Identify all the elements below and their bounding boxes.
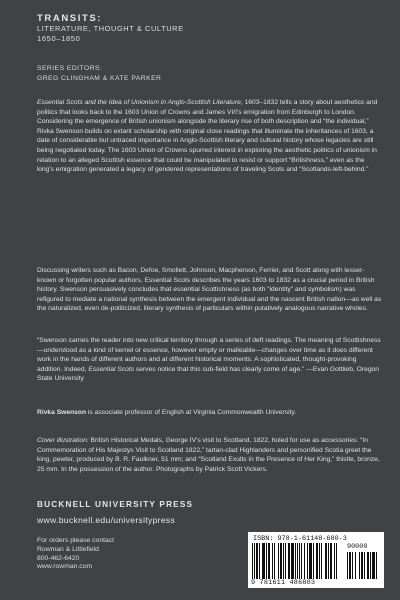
description-paragraph-2 [37, 266, 383, 314]
book-title: Essential Scots and the Idea of Unionism in Anglo-Scottish Literature [37, 99, 241, 106]
series-subtitle: LITERATURE, THOUGHT & CULTURE [37, 24, 184, 33]
order-contact [37, 537, 114, 572]
price-code: 90000 [347, 543, 368, 551]
blurb-text-b: serves notice that this sub-field has clearly come of age.” —Evan Gottlieb, Oregon State University [37, 365, 379, 383]
series-info [37, 13, 184, 44]
addon-barcode [347, 552, 379, 579]
barcode-digits: 9 781611 486803 [251, 579, 316, 587]
series-title: TRANSITS: [37, 13, 103, 24]
publisher-url[interactable]: www.bucknell.edu/universitypress [37, 515, 176, 525]
cover-credit [37, 436, 383, 474]
series-editors-names: GREG CLINGHAM & KATE PARKER [37, 75, 162, 82]
order-line-1: For orders please contact [37, 537, 115, 544]
ean-barcode [252, 543, 342, 579]
description-text-2: Discussing writers such as Bacon, Defoe, Smollett, Johnson, Macpherson, Ferrier, and Scott along with lesser-known or forgotten popular authors, Essential Scots describes the years 1603 to 1832 as a crucial period in British history. Swenson persuasively concludes that essential Scottishness (as both “identity” and symbolism) was refigured to mediate a national synthesis between the emergent individual and the nascent British nation—as well as the naturalized, even de-politicized, literary synthesis of particulars within putatively analogous narrative wholes. [37, 267, 382, 313]
order-line-4: www.rowman.com [37, 563, 93, 571]
series-editors-label: SERIES EDITORS: [37, 65, 103, 72]
author-bio-text: is associate professor of English at Virginia Commonwealth University. [86, 409, 297, 416]
description-paragraph-1 [37, 98, 383, 175]
series-editors [37, 64, 161, 84]
description-text-1: , 1603–1832 tells a story about aesthetics and politics that looks back to the 1603 Union of Crowns and James VI/I's emigration from Edinburgh to London. Considering the emergence of British unionism alongside the literary rise of both description and “the individual,” Rivka Swenson builds on extant scholarship with original close readings that illuminate the inheritances of 1603, a date of considerable but untraced importance in Anglo-Scottish literary and cultural history whose legacies are still being negotiated today. The 1603 Union of Crowns spurred interest in exploring the aesthetic politics of unionism in relation to an alleged Scottish essence that could be manipulated to resist or support “Britishness,” even as the king's emigration generated a legacy of gendered representations of traveling Scots and “Scotlands-left-behind.” [37, 99, 378, 174]
author-name: Rivka Swenson [37, 409, 87, 416]
cover-credit-text: British Historical Medals, George IV's visit to Scotland, 1822, holed for use as accessories: “In Commemoration of His Majestys Visit to Scotland 1822,” tartan-clad Highlanders and personified Scotia greet the king, pewter, produced by B. R. Faulkner, 51 mm; and “Scotland Exults in the Presence of Her King,” thistle, bronze, 25 mm. In the possession of the author. Photographs by Patrick Scott Vickers. [37, 437, 380, 473]
publisher-name: BUCKNELL UNIVERSITY PRESS [37, 500, 194, 509]
author-bio [37, 408, 383, 418]
order-line-3: 800-462-6420 [37, 554, 80, 562]
blurb-text-a: “Swenson carries the reader into new critical territory through a series of deft readings. The meaning of Scottishness—understood as a kind of kernel or essence, however empty or malleable—changes over time as it does different work in the hands of different authors and at different historical moments. A sophisticated, thought-provoking addition. Indeed, [37, 337, 381, 373]
isbn-barcode [248, 532, 384, 588]
cover-credit-label: Cover illustration: [37, 437, 89, 444]
review-blurb [37, 336, 383, 384]
order-line-2: Rowman & Littlefield [37, 545, 99, 553]
isbn-number: ISBN: 978-1-61148-680-3 [253, 535, 347, 543]
blurb-title: Essential Scots [88, 365, 135, 373]
series-years: 1650–1850 [37, 34, 81, 43]
